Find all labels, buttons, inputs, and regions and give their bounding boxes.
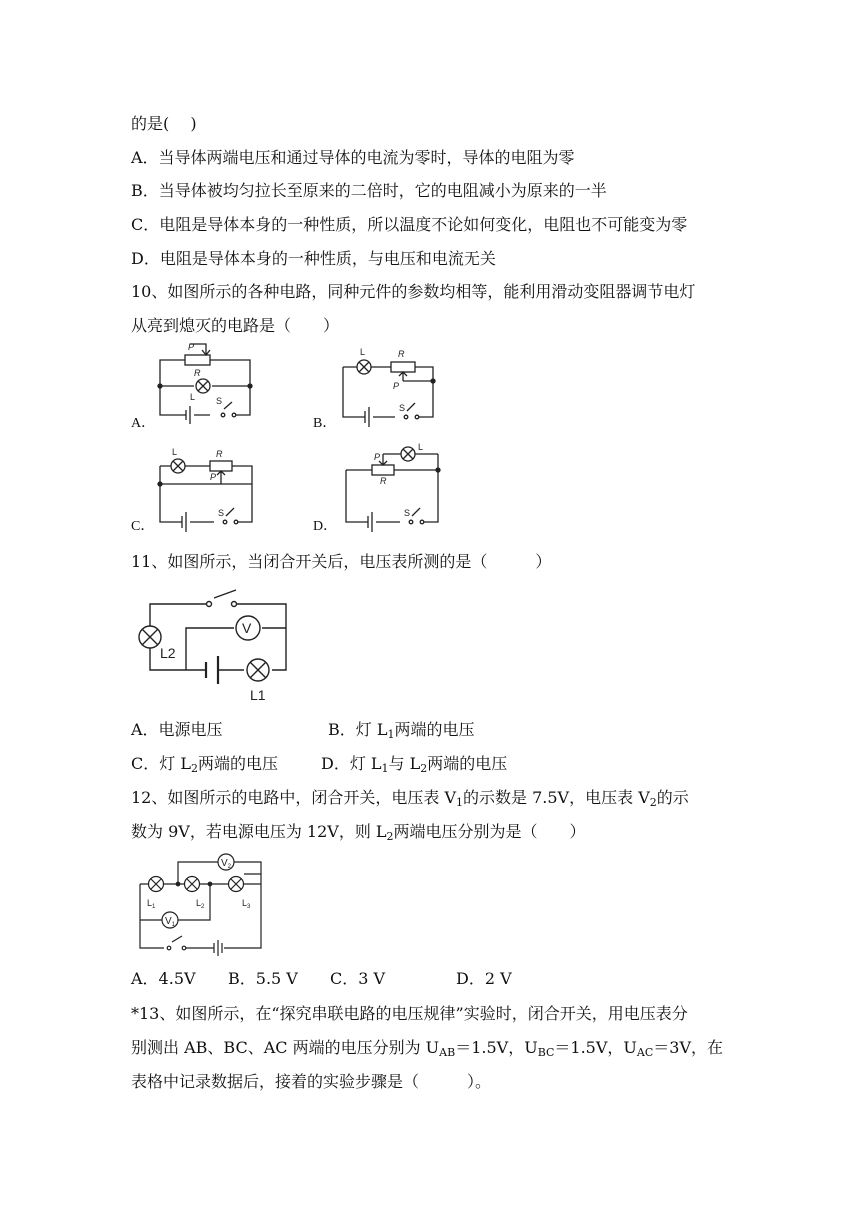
q12-option-a: A．4.5V <box>131 969 196 988</box>
q12-v1-symbol: $V_1$ <box>165 916 176 928</box>
q9-stem-tail: 的是( ) <box>131 114 197 133</box>
q10c-s-symbol: S <box>218 508 225 518</box>
q10d-l-symbol: L <box>418 442 424 452</box>
q12-stem-line2: 数为 9V，若电源电压为 12V，则 $L_2$两端电压分别为是（ ） <box>131 822 586 843</box>
q11-option-b: B．灯 $L_1$两端的电压 <box>328 720 475 741</box>
q12-option-d: D．2 V <box>456 969 512 988</box>
q10-circuit-d <box>340 442 450 532</box>
q11-option-a: A．电源电压 <box>131 720 223 739</box>
q13-stem-line3: 表格中记录数据后，接着的实验步骤是（ ）。 <box>131 1072 492 1091</box>
q10-label-d: D． <box>313 519 338 534</box>
q10-circuit-c <box>152 448 267 533</box>
q11-stem: 11、如图所示，当闭合开关后，电压表所测的是（ ） <box>131 552 552 571</box>
q10b-r-symbol: R <box>398 349 405 359</box>
q10c-l-symbol: L <box>172 447 178 457</box>
q10a-r-symbol: R <box>194 368 201 378</box>
q12-l1-symbol: $L_1$ <box>147 898 156 910</box>
q10b-p-symbol: P <box>393 381 400 391</box>
q11-option-c: C．灯 $L_2$两端的电压 <box>131 754 278 775</box>
q11-option-d: D．灯 $L_1$与 $L_2$两端的电压 <box>321 754 508 775</box>
q10d-r-symbol: R <box>380 476 387 486</box>
q10b-l-symbol: L <box>360 347 366 357</box>
q9-option-a: A．当导体两端电压和通过导体的电流为零时，导体的电阻为零 <box>131 148 575 167</box>
q11-circuit <box>134 586 294 706</box>
q12-l3-symbol: $L_3$ <box>242 898 251 910</box>
q10-label-b: B． <box>313 416 337 431</box>
q12-circuit <box>134 852 269 952</box>
q12-v2-symbol: $V_2$ <box>221 858 232 870</box>
q10-circuit-b <box>335 345 445 430</box>
q10c-r-symbol: R <box>216 449 223 459</box>
q10-label-c: C． <box>131 519 155 534</box>
q12-option-c: C．3 V <box>330 969 386 988</box>
q9-option-d: D．电阻是导体本身的一种性质，与电压和电流无关 <box>131 249 496 268</box>
q10-stem-line1: 10、如图所示的各种电路，同种元件的参数均相等，能利用滑动变阻器调节电灯 <box>131 282 696 301</box>
q11-l1-symbol: L1 <box>250 687 266 703</box>
q13-stem-line1: *13、如图所示，在“探究串联电路的电压规律”实验时，闭合开关，用电压表分 <box>131 1004 688 1023</box>
q10d-p-symbol: P <box>374 452 381 462</box>
q10c-p-symbol: P <box>210 472 217 482</box>
q10-stem-line2: 从亮到熄灭的电路是（ ） <box>131 316 340 335</box>
q11-voltmeter-symbol: V <box>242 620 252 636</box>
q13-stem-line2: 别测出 AB、BC、AC 两端的电压分别为 $U_{AB}=1.5V$，$U_{BC}=1.5V$，$U_{AC}=3V$，在 <box>131 1038 724 1059</box>
q9-option-c: C．电阻是导体本身的一种性质，所以温度不论如何变化，电阻也不可能变为零 <box>131 215 688 234</box>
q10a-l-symbol: L <box>190 392 196 402</box>
q11-l2-symbol: L2 <box>160 645 176 661</box>
q10a-s-symbol: S <box>216 396 223 406</box>
q10d-s-symbol: S <box>404 508 411 518</box>
q12-option-b: B．5.5 V <box>228 969 298 988</box>
q12-l2-symbol: $L_2$ <box>196 898 205 910</box>
q10-label-a: A． <box>131 416 156 431</box>
q10-circuit-a <box>150 338 260 428</box>
q12-stem-line1: 12、如图所示的电路中，闭合开关，电压表 $V_1$的示数是 7.5V，电压表 $V_2$的示 <box>131 788 689 809</box>
q10b-s-symbol: S <box>399 403 406 413</box>
q9-option-b: B．当导体被均匀拉长至原来的二倍时，它的电阻减小为原来的一半 <box>131 181 607 200</box>
q10a-p-symbol: P <box>188 342 195 352</box>
